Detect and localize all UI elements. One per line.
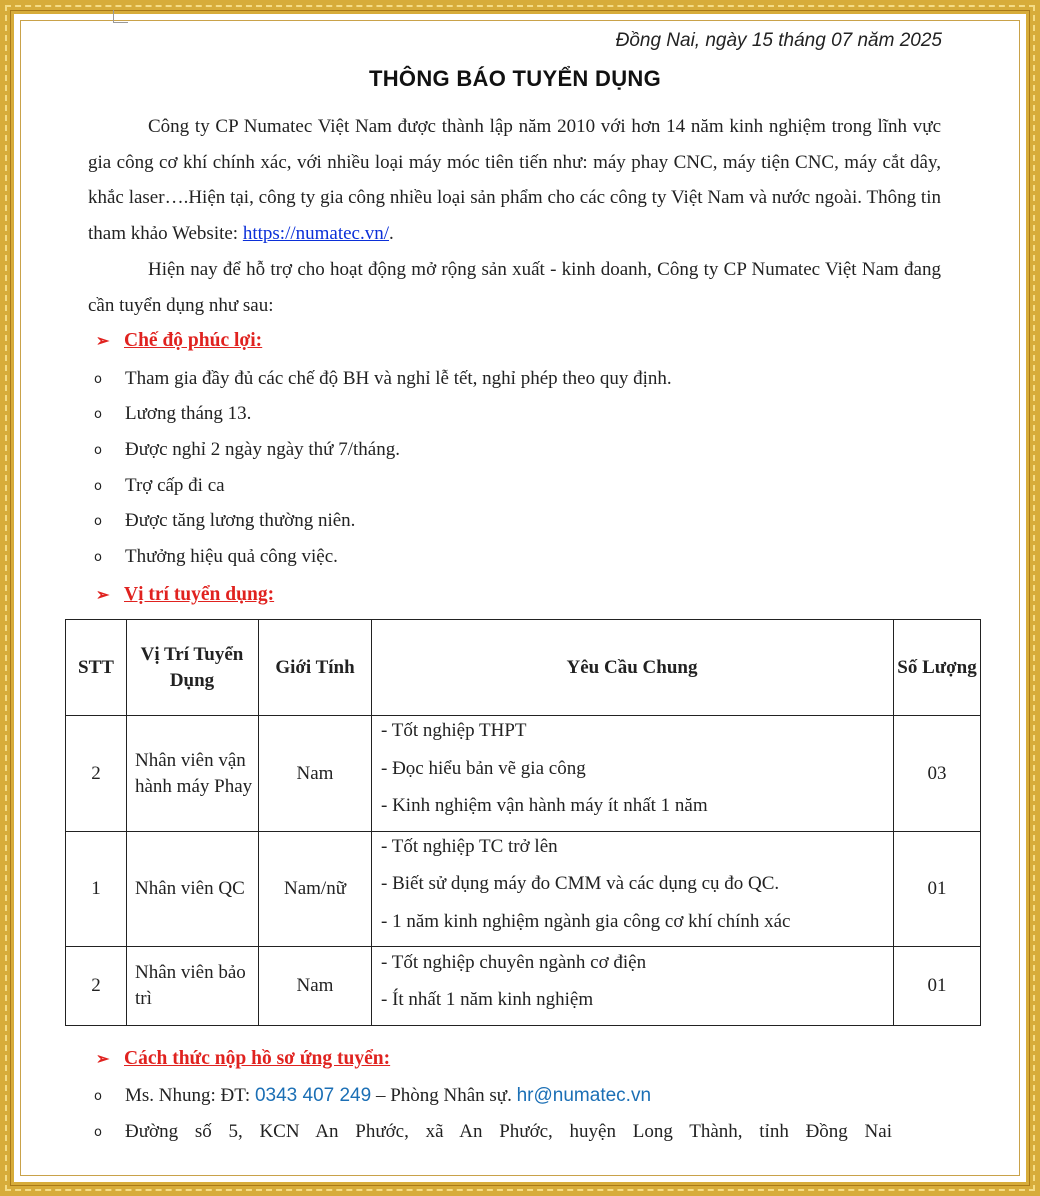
list-item-text: Được nghỉ 2 ngày ngày thứ 7/tháng.: [125, 439, 400, 460]
list-item-text: Thưởng hiệu quả công việc.: [125, 546, 338, 567]
requirement-line: - Đọc hiểu bản vẽ gia công: [381, 757, 586, 779]
list-item-text: Lương tháng 13.: [125, 403, 252, 424]
contact-prefix: Ms. Nhung: ĐT:: [125, 1085, 255, 1106]
circle-bullet-icon: o: [94, 1089, 102, 1104]
cell-gender: Nam/nữ: [259, 832, 372, 947]
table-row: [66, 947, 981, 1026]
list-item: [94, 510, 355, 532]
arrow-bullet-icon: ➢: [96, 1051, 110, 1068]
requirement-line: - Tốt nghiệp THPT: [381, 720, 527, 742]
date-line: Đồng Nai, ngày 15 tháng 07 năm 2025: [615, 30, 942, 51]
email-link[interactable]: hr@numatec.vn: [516, 1085, 652, 1106]
text-boundary-corner-mark: [113, 10, 128, 23]
requirement-line: - Kinh nghiệm vận hành máy ít nhất 1 năm: [381, 795, 708, 817]
cell-requirements: [372, 716, 894, 832]
benefits-heading: [96, 330, 262, 352]
requirement-line: - Tốt nghiệp TC trở lên: [381, 835, 558, 857]
cell-quantity: 01: [894, 947, 981, 1026]
column-header: Số Lượng: [894, 620, 981, 716]
intro-paragraph-2: [88, 252, 941, 323]
intro-paragraph-1: [88, 109, 941, 251]
list-item: [94, 368, 672, 390]
circle-bullet-icon: o: [94, 407, 102, 422]
list-item: [94, 475, 225, 497]
column-header: Yêu Cầu Chung: [372, 620, 894, 716]
cell-quantity: 01: [894, 832, 981, 947]
table-header-row: [66, 620, 981, 716]
column-header: Vị Trí Tuyển Dụng: [127, 620, 259, 716]
website-link[interactable]: https://numatec.vn/: [242, 222, 390, 244]
cell-position: Nhân viên bảo trì: [127, 947, 259, 1026]
circle-bullet-icon: o: [94, 443, 102, 458]
positions-heading-text: Vị trí tuyển dụng:: [124, 584, 275, 605]
cell-gender: Nam: [259, 947, 372, 1026]
requirement-line: - Biết sử dụng máy đo CMM và các dụng cụ đo QC.: [381, 873, 780, 895]
cell-stt: 2: [66, 716, 127, 832]
address-line: [94, 1121, 892, 1143]
positions-heading: [96, 584, 274, 606]
apply-heading-text: Cách thức nộp hồ sơ ứng tuyển:: [124, 1048, 391, 1069]
intro-text-2: Hiện nay để hỗ trợ cho hoạt động mở rộng sản xuất - kinh doanh, Công ty CP Numatec Việt Nam đang cần tuyển dụng như sau:: [88, 259, 941, 316]
circle-bullet-icon: o: [94, 479, 102, 494]
cell-gender: Nam: [259, 716, 372, 832]
phone-number[interactable]: 0343 407 249: [254, 1085, 372, 1106]
list-item: [94, 546, 338, 568]
circle-bullet-icon: o: [94, 1125, 102, 1140]
requirement-line: - Tốt nghiệp chuyên ngành cơ điện: [381, 951, 647, 973]
table-row: [66, 832, 981, 947]
circle-bullet-icon: o: [94, 372, 102, 387]
table-row: [66, 716, 981, 832]
list-item-text: Trợ cấp đi ca: [125, 475, 225, 496]
benefits-heading-text: Chế độ phúc lợi:: [124, 330, 263, 351]
positions-table: [65, 619, 981, 1026]
apply-heading: [96, 1048, 390, 1070]
cell-requirements: [372, 832, 894, 947]
requirement-line: - Ít nhất 1 năm kinh nghiệm: [381, 989, 594, 1010]
intro-text: Công ty CP Numatec Việt Nam được thành lập năm 2010 với hơn 14 năm kinh nghiệm trong lĩnh vực gia công cơ khí chính xác, với nhiều loại máy móc tiên tiến như: máy phay CNC, máy tiện CNC, máy cắt dây, khắc laser….Hiện tại, công ty gia công nhiều loại sản phẩm cho các công ty Việt Nam và nước ngoài. Thông tin tham khảo Website:: [88, 116, 941, 244]
cell-stt: 1: [66, 832, 127, 947]
list-item: [94, 403, 251, 425]
contact-line: [94, 1085, 651, 1107]
circle-bullet-icon: o: [94, 514, 102, 529]
cell-stt: 2: [66, 947, 127, 1026]
cell-quantity: 03: [894, 716, 981, 832]
cell-position: Nhân viên vận hành máy Phay: [127, 716, 259, 832]
arrow-bullet-icon: ➢: [96, 333, 110, 350]
cell-requirements: [372, 947, 894, 1026]
list-item-text: Tham gia đầy đủ các chế độ BH và nghỉ lễ tết, nghỉ phép theo quy định.: [125, 368, 672, 389]
address-text: Đường số 5, KCN An Phước, xã An Phước, huyện Long Thành, tỉnh Đồng Nai: [125, 1121, 892, 1142]
list-item-text: Được tăng lương thường niên.: [125, 510, 356, 531]
requirement-line: - 1 năm kinh nghiệm ngành gia công cơ khí chính xác: [381, 910, 791, 932]
circle-bullet-icon: o: [94, 550, 102, 565]
cell-position: Nhân viên QC: [127, 832, 259, 947]
column-header: STT: [66, 620, 127, 716]
contact-department: – Phòng Nhân sự.: [371, 1085, 517, 1106]
intro-period: .: [389, 222, 394, 244]
page-title: THÔNG BÁO TUYỂN DỤNG: [369, 66, 661, 91]
arrow-bullet-icon: ➢: [96, 587, 110, 604]
column-header: Giới Tính: [259, 620, 372, 716]
list-item: [94, 439, 400, 461]
